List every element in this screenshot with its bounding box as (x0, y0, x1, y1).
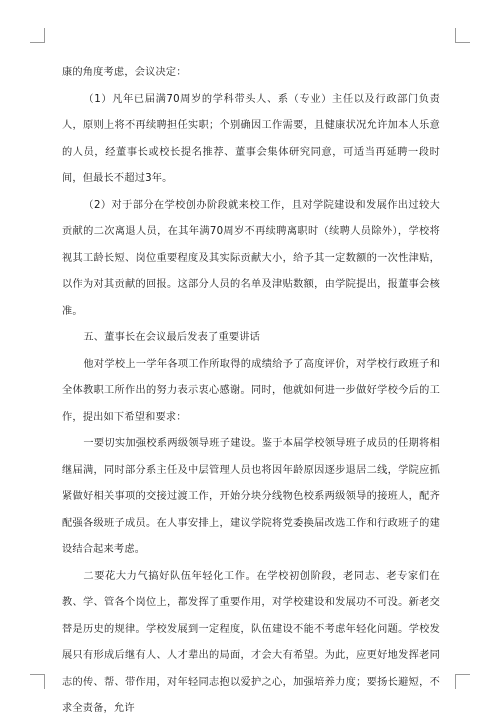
document-body (62, 60, 440, 723)
crop-mark-top-left (30, 28, 45, 43)
crop-mark-bottom-left (30, 674, 45, 689)
section-heading: 五、董事长在会议最后发表了重要讲话 (83, 332, 260, 343)
paragraph-continuation: 康的角度考虑，会议决定： (62, 67, 187, 78)
paragraph-requirement-2: 二要花大力气搞好队伍年轻化工作。在学校初创阶段，老同志、老专家们在教、学、管各个岗位上，都发挥了重要作用，对学校建设和发展功不可没。新老交替是历史的规律。学校发展到一定程度，队伍建设不能不考虑年轻化问题。学校发展只有形成后继有人、人才辈出的局面，才会大有希望。为此，应更好地发挥老同志的传、帮、带作用，对年轻同志抱以爱护之心，加强培养力度；要扬长避短，不求全责备，允许 (62, 570, 440, 714)
crop-mark-bottom-right (455, 674, 470, 689)
paragraph-item-2: （2）对于部分在学校创办阶段就来校工作，且对学院建设和发展作出过较大贡献的二次离退人员，在其年满70周岁不再续聘离职时（续聘人员除外），学校将视其工龄长短、岗位重要程度及其实际贡献大小，给予其一定数额的一次性津贴，以作为对其贡献的回报。这部分人员的名单及津贴数额，由学院提出，报董事会核准。 (62, 199, 440, 317)
paragraph-requirement-1: 一要切实加强校系两级领导班子建设。鉴于本届学校领导班子成员的任期将相继届满，同时部分系主任及中层管理人员也将因年龄原因逐步退居二线，学院应抓紧做好相关事项的交接过渡工作，开始分块分线物色校系两级领导的接班人，配齐配强各级班子成员。在人事安排上，建议学院将党委换届改选工作和行政班子的建设结合起来考虑。 (62, 438, 440, 555)
paragraph-item-1: （1）凡年已届满70周岁的学科带头人、系（专业）主任以及行政部门负责人，原则上将不再续聘担任实职；个别确因工作需要，且健康状况允许加本人乐意的人员，经董事长或校长提名推荐、董事会集体研究同意，可适当再延聘一段时间，但最长不超过3年。 (62, 93, 440, 184)
crop-mark-top-right (455, 28, 470, 43)
paragraph-speech-intro: 他对学校上一学年各项工作所取得的成绩给予了高度评价，对学校行政班子和全体教职工所作出的努力表示衷心感谢。同时，他就如何进一步做好学校今后的工作，提出如下希望和要求： (62, 358, 440, 423)
